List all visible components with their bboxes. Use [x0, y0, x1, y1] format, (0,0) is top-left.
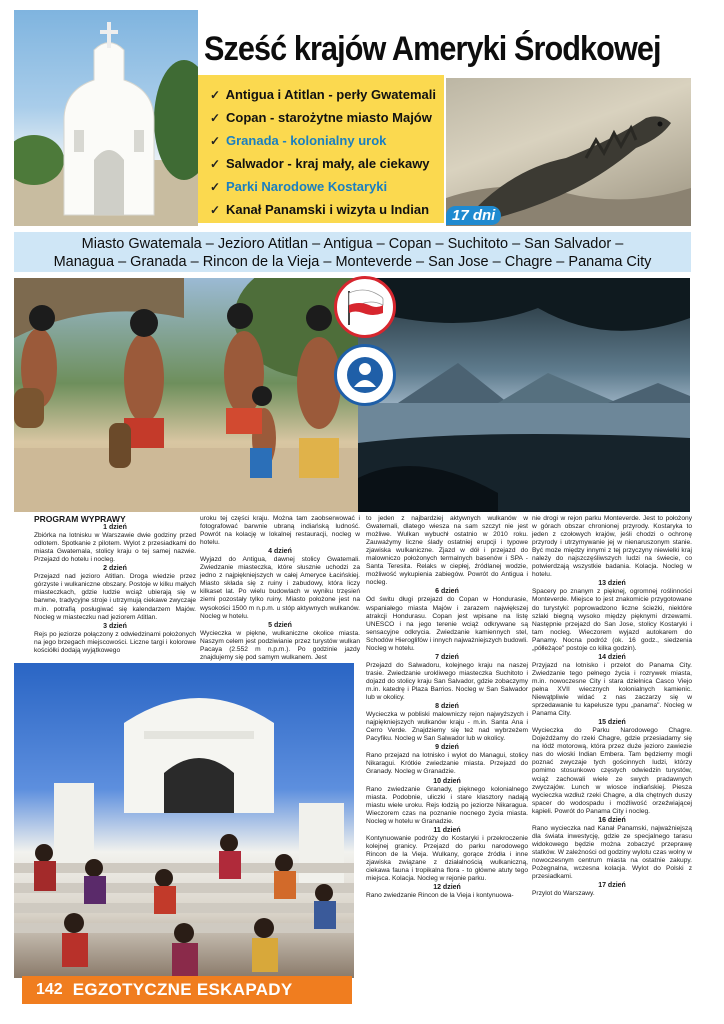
day-label: 6 dzień: [435, 588, 459, 596]
check-icon: ✓: [210, 202, 221, 217]
day-label: 14 dzień: [598, 653, 626, 661]
highlight-item: [210, 106, 436, 129]
page-title: Sześć krajów Ameryki Środkowej: [204, 30, 661, 68]
day-description: Przylot do Warszawy.: [532, 890, 595, 898]
highlight-text: Antigua i Atitlan - perły Gwatemali: [225, 87, 436, 102]
day-label: 17 dzień: [598, 882, 626, 890]
day-description: Przejazd do Salwadoru, kolejnego kraju na naszej trasie. Zwiedzanie urokliwego miasteczka Suchitoto i dojazd do stolicy kraju San Salvador, gdzie zobaczymy m.in. katedrę i Plaza Barrios. Nocleg w San Salwador lub w okolicy.: [366, 661, 528, 702]
day-description: Rano wycieczka nad Kanał Panamski, najważniejszą dla świata inwestycję, gdzie ze specjalnego tarasu widokowego będzie można zobaczyć przeprawę statków. W zależności od godziny wylotu czas wolny w nowoczesnym centrum miasta na ostatnie zakupy. Pożegnalna, wczesna kolacja. Wylot do Polski z przesiadkami.: [532, 824, 692, 881]
day-description: Wycieczka do Parku Narodowego Chagre. Dojeżdżamy do rzeki Chagre, gdzie przesiadamy się na łódź motorową, która przez duże jezioro zawiezie nas do wioski Indian Embera. Tam będziemy mogli poznać zwyczaje tych gościnnych ludzi, którzy pomimo stosunkowo częstych odwiedzin turystów, wciąż zachowali wiele ze swych pradawnych zwyczajów. Lunch w wiosce indiańskiej. Piesza wycieczka wzdłuż rzeki Chagre, a dla chętnych duszy spacer do wodospadu i możliwość orzeźwiającej kąpieli. Powrót do Panama City i nocleg.: [532, 727, 692, 815]
check-icon: ✓: [210, 179, 221, 194]
highlights-box: [198, 75, 444, 223]
day-description: Wycieczka w piękne, wulkaniczne okolice miasta. Naszym celem jest podziwianie przez turystów wulkan Pacaya (2.552 m n.p.m.). Po godzinie jazdy znajdujemy się pod samym wulkanem. Jest: [200, 629, 360, 661]
page-number: 142: [36, 981, 63, 998]
highlight-item: [210, 198, 436, 221]
check-icon: ✓: [210, 133, 221, 148]
check-icon: ✓: [210, 156, 221, 171]
day-description: Rano zwiedzanie Granady, pięknego kolonialnego miasta. Podobnie, uliczki i stare klasztory nadają miastu wiele uroku. Rejs łodzią po jeziorze Nikaragua. Wieczorem czas na poznanie nocnego życia miasta. Nocleg w hotelu w Granadzie.: [366, 785, 528, 825]
day-label: 5 dzień: [268, 621, 292, 629]
day-description: Wyjazd do Antigua, dawnej stolicy Gwatemali. Zwiedzanie miasteczka, które słusznie uchodzi za jedno z najpiękniejszych w całej Ameryce Łacińskiej. Miasto składa się z ruiny i zabudowy, która liczy kilkaset lat. Po wielu budowlach w wyniku trzęsień ziemi pozostały tylko ruiny. Miasto położone jest na wysokości 1500 m n.p.m. u stóp aktywnych wulkanów. Nocleg w hotelu.: [200, 556, 360, 620]
highlight-text: Salwador - kraj mały, ale ciekawy: [226, 156, 430, 171]
day-label: 12 dzień: [433, 884, 461, 892]
photo-church-steps-chichicastenango: [14, 663, 354, 978]
polish-guide-badge: [334, 276, 396, 338]
section-name: EGZOTYCZNE ESKAPADY: [72, 980, 293, 999]
day-description: Przyjazd na lotnisko i przelot do Panama City. Zwiedzanie tego pełnego życia i rozrywek miasta, m.in. nowoczesne City i stara dzielnica Casco Viejo pełna XVII wiecznych kolonialnych kamienic. Niewątpliwie widać z nas zaczarzy się w sprzedawanie tu kapelusze typu „panama". Nocleg w Panama City.: [532, 661, 692, 718]
day-description: Rano przejazd na lotnisko i wylot do Managui, stolicy Nikaragui. Krótkie zwiedzanie miasta. Przejazd do Granady. Nocleg w Granadzie.: [366, 752, 528, 776]
highlight-item: [210, 152, 436, 175]
program-column-2: [200, 515, 360, 662]
highlight-item: [210, 129, 436, 152]
day-label: 9 dzień: [435, 744, 459, 752]
highlight-text: Copan - starożytne miasto Majów: [226, 110, 432, 125]
day-label: 15 dzień: [598, 719, 626, 727]
program-column-3: [366, 515, 528, 900]
route-line: Managua – Granada – Rincon de la Vieja – Monteverde – San Jose – Chagre – Panama City: [53, 254, 652, 270]
day-description: Od świtu długi przejazd do Copan w Hondurasie, wspaniałego miasta Majów i zarazem największej atrakcji Hondurasu. Copan jest wpisane na listę UNESCO i na jego terenie wciąż odkrywane są sensacyjne odkrycia. Zwiedzanie kamiennych stel, Schodów Hieroglifów i innych najważniejszych budowli. Nocleg w hotelu.: [366, 596, 528, 652]
day-description: Spacery po znanym z pięknej, ogromnej roślinności Monteverde. Miejsce to jest znakomicie przygotowane do turystyki: poprowadzono liczne ścieżki, niektóre szlaki biegną wysoko między pięknymi drzewami. Następnie przejazd do San Jose, stolicy Kostaryki i tam nocleg. Wieczorem wyjazd autokarem do Panamy. Nocna podróż (ok. 16 godz., siedzenia „półleżące" postoje co kilka godzin).: [532, 588, 692, 652]
day-label: 13 dzień: [598, 580, 626, 588]
day-label: 7 dzień: [435, 653, 459, 661]
photo-lake-atitlan: [358, 278, 690, 512]
day-description: Rejs po jeziorze połączony z odwiedzinami położonych na jego brzegach miejscowości. Liczne targi i kolorowe kościółki dodają wyjątkowego: [34, 630, 196, 654]
day-description: Przejazd nad jezioro Atitlan. Droga wiedzie przez górzyste i wulkaniczne obszary. Postoje w kilku małych miasteczkach, gdzie ludzie wciąż ubierają się w barwne, tradycyjne stroje i utrzymują ciekawe zwyczaje m.in. potrafią posługiwać się kalendarzem Majów. Nocleg w miasteczku nad jeziorem Atitlan.: [34, 573, 196, 621]
footer-section-bar: [22, 976, 352, 1004]
highlight-text: Granada - kolonialny urok: [226, 133, 387, 148]
day-label: 8 dzień: [435, 703, 459, 711]
program-column-1: [34, 515, 196, 655]
day-label: 11 dzień: [433, 826, 461, 834]
day-description: Rano zwiedzanie Rincon de la Vieja i kontynuowa-: [366, 892, 514, 900]
highlight-text: Kanał Panamski i wizyta u Indian: [226, 202, 430, 217]
photo-white-chapel: [14, 10, 198, 226]
day-label: 1 dzień: [103, 524, 127, 532]
day-label: 4 dzień: [268, 548, 292, 556]
check-icon: ✓: [210, 87, 221, 102]
route-line: Miasto Gwatemala – Jezioro Atitlan – Antigua – Copan – Suchitoto – San Salvador –: [81, 236, 624, 252]
day-description: Kontynuowanie podróży do Kostaryki i przekroczenie kolejnej granicy. Przejazd do parku narodowego Rincon de la Vieja. Wulkany, gorące źródła i inne zjawiska związane z działalnością wulkaniczną, ciekawa fauna i tropikalna flora - to główne atuty tego miejsca. Kolacja. Nocleg w rejonie parku.: [366, 834, 528, 883]
program-column-4: [532, 515, 692, 898]
highlight-item: [210, 175, 436, 198]
day-description: Zbiórka na lotnisku w Warszawie dwie godziny przed odlotem. Spotkanie z pilotem. Wylot z przesiadkami do miasta Gwatemala, stolicy kraju o tej samej nazwie. Przejazd do hotelu i nocleg.: [34, 532, 196, 564]
highlight-item: [210, 83, 436, 106]
polish-guide-label: [365, 307, 366, 308]
day-label: 3 dzień: [103, 622, 127, 630]
single-no-surcharge-badge: [334, 344, 396, 406]
photo-embera-indians: [14, 278, 358, 512]
check-icon: ✓: [210, 110, 221, 125]
day-label: 2 dzień: [103, 565, 127, 573]
day-description: Wycieczka w pobliski malowniczy rejon najwyższych i najpiękniejszych wulkanów kraju - m.in. Santa Ana i Cerro Verde. Znajdziemy się też nad wybrzeżem Pacyfiku. Nocleg w San Salwador lub w okolicy.: [366, 711, 528, 743]
photo-iguana: [446, 78, 691, 226]
day-label: 16 dzień: [598, 816, 626, 824]
highlight-text: Parki Narodowe Kostaryki: [226, 179, 388, 194]
duration-badge: 17 dni: [446, 206, 501, 225]
day-description: to jeden z najbardziej aktywnych wulkanów w Gwatemali, dlatego wiesza na sam szczyt nie jest możliwe. Wulkan wybuchł ostatnio w 2010 roku. Zauważymy liczne ślady ostatniej erupcji i typowe zjawiska wulkaniczne. Zjazd w dół i przejazd do malowniczo położonych termalnych basenów i SPA - Santa Teresita. Relaks w ciepłej, źródlanej wodzie, możliwość wykupienia zabiegów. Powrót do Antigua i nocleg.: [366, 515, 528, 587]
route-banner: [14, 232, 691, 272]
day-description: uroku tej części kraju. Można tam zaobserwować i fotografować barwnie ubraną indiańską ludność. Powrót na kolację w lokalnej restauracji, nocleg w hotelu.: [200, 515, 360, 547]
day-label: 10 dzień: [433, 777, 461, 785]
program-heading: PROGRAM WYPRAWY: [34, 514, 126, 524]
day-description: nie drogi w rejon parku Monteverde. Jest to położony w górach obszar chronionej przyrody. Kostaryka to jeden z czołowych krajów, jeśli chodzi o ochronę przyrody i utrzymywanie jej w nienaruszonym stanie. Być może między innymi z tej przyczyny niewielki kraj należy do najszczęśliwszych ludzi na świecie, co potwierdzają wszystkie badania. Kolacja. Nocleg w hotelu.: [532, 515, 692, 579]
single-label: [365, 375, 366, 376]
